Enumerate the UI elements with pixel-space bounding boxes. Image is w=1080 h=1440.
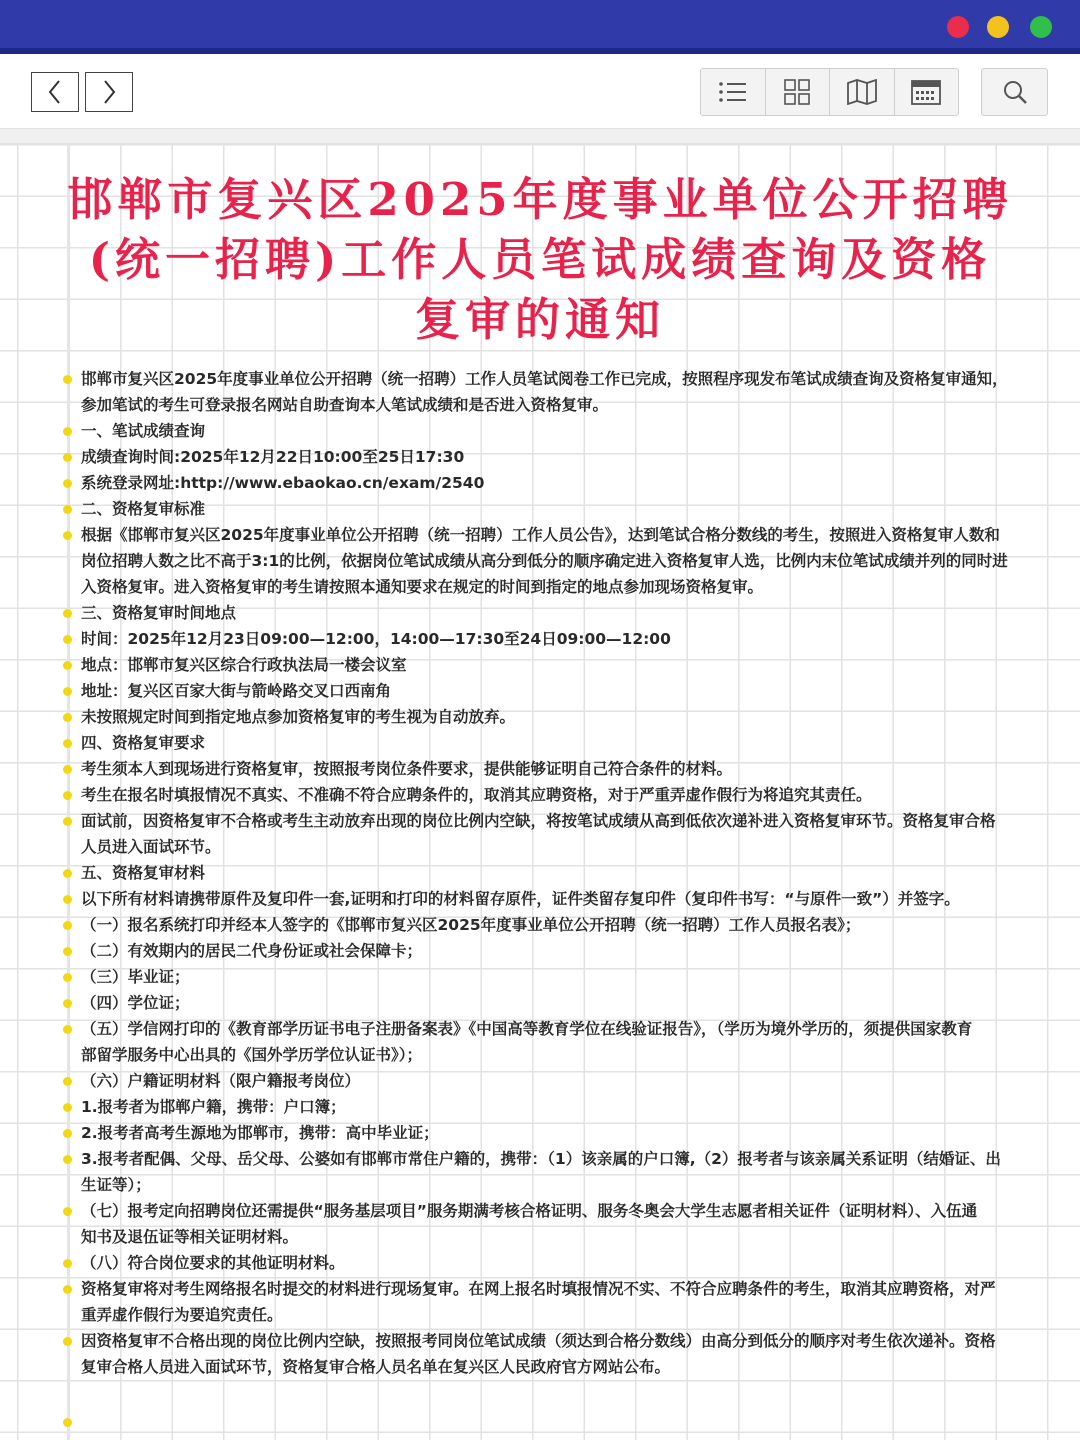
title-line: 邯郸市复兴区2025年度事业单位公开招聘 [67, 173, 1013, 226]
body-line [81, 1042, 1026, 1068]
title-line: 复审的通知 [414, 293, 665, 346]
body-line-text: 三、资格复审时间地点 [81, 604, 237, 622]
minimize-window-icon[interactable] [987, 16, 1009, 38]
body-line-text: 地点：邯郸市复兴区综合行政执法局一楼会议室 [81, 656, 407, 674]
grid-icon [784, 79, 810, 105]
body-line-text: 3.报考者配偶、父母、岳父母、公婆如有邯郸市常住户籍的，携带：（1）该亲属的户口簿,（2）报考者与该亲属关系证明（结婚证、出 [81, 1150, 1001, 1168]
body-line-text: 五、资格复审材料 [81, 864, 206, 882]
list-bullet [63, 921, 72, 930]
body-line [81, 964, 1026, 990]
body-line [81, 860, 1026, 886]
body-line [81, 1224, 1026, 1250]
body-line-text: 未按照规定时间到指定地点参加资格复审的考生视为自动放弃。 [81, 708, 516, 726]
body-line [81, 1120, 1026, 1146]
body-line-text: （四）学位证； [81, 994, 190, 1012]
list-bullet [63, 1155, 72, 1164]
body-line [81, 834, 1026, 860]
body-line-text: 以下所有材料请携带原件及复印件一套,证明和打印的材料留存原件，证件类留存复印件（复印件书写：“与原件一致”）并签字。 [81, 890, 960, 908]
body-line [81, 1146, 1026, 1172]
body-line [81, 392, 1026, 418]
list-bullet [63, 635, 72, 644]
list-bullet [63, 531, 72, 540]
view-mode-group [700, 68, 959, 116]
list-bullet [63, 869, 72, 878]
body-line [81, 1016, 1026, 1042]
body-line [81, 678, 1026, 704]
list-bullet [63, 427, 72, 436]
body-line-text: （三）毕业证； [81, 968, 190, 986]
body-line-text: 成绩查询时间:2025年12月22日10:00至25日17:30 [81, 448, 465, 466]
search-button[interactable] [981, 68, 1048, 116]
list-bullet [63, 505, 72, 514]
document-page [0, 144, 1080, 1440]
list-bullet [63, 1207, 72, 1216]
body-line-text: 重弄虚作假行为要追究责任。 [81, 1306, 283, 1324]
body-line [81, 496, 1026, 522]
body-line-text: 2.报考者高考生源地为邯郸市，携带：高中毕业证； [81, 1124, 439, 1142]
body-line-text: 部留学服务中心出具的《国外学历学位认证书》）； [81, 1046, 423, 1064]
list-bullet [63, 1337, 72, 1346]
body-line [81, 418, 1026, 444]
list-bullet [63, 1103, 72, 1112]
body-line-text: 岗位招聘人数之比不高于3:1的比例，依据岗位笔试成绩从高分到低分的顺序确定进入资格复审人选，比例内末位笔试成绩并列的同时进 [81, 552, 1008, 570]
body-line [81, 1354, 1026, 1380]
forward-button[interactable] [85, 72, 133, 112]
maximize-window-icon[interactable] [1030, 16, 1052, 38]
calendar-icon [911, 79, 941, 105]
body-line-text: 复审合格人员进入面试环节，资格复审合格人员名单在复兴区人民政府官方网站公布。 [81, 1358, 671, 1376]
list-bullet [63, 1418, 72, 1427]
body-line-text: 考生须本人到现场进行资格复审，按照报考岗位条件要求，提供能够证明自己符合条件的材料。 [81, 760, 733, 778]
list-bullet [63, 973, 72, 982]
body-line [81, 990, 1026, 1016]
body-line-text: 入资格复审。进入资格复审的考生请按照本通知要求在规定的时间到指定的地点参加现场资格复审。 [81, 578, 764, 596]
list-bullet [63, 947, 72, 956]
chevron-right-icon [99, 78, 119, 106]
body-line-text: 1.报考者为邯郸户籍，携带：户口簿； [81, 1098, 346, 1116]
map-icon [847, 79, 877, 105]
body-line [81, 730, 1026, 756]
list-bullet [63, 479, 72, 488]
body-line [81, 600, 1026, 626]
body-line [81, 366, 1026, 392]
toolbar [0, 54, 1080, 128]
body-line-text: 考生在报名时填报情况不真实、不准确不符合应聘条件的，取消其应聘资格，对于严重弄虚作假行为将追究其责任。 [81, 786, 872, 804]
body-line-text: （二）有效期内的居民二代身份证或社会保障卡； [81, 942, 423, 960]
body-line [81, 1172, 1026, 1198]
body-line [81, 938, 1026, 964]
grid-view-button[interactable] [766, 69, 831, 115]
body-line [81, 1302, 1026, 1328]
chevron-left-icon [45, 78, 65, 106]
body-line-text: 资格复审将对考生网络报名时提交的材料进行现场复审。在网上报名时填报情况不实、不符合应聘条件的考生，取消其应聘资格，对严 [81, 1280, 996, 1298]
body-line-text: （六）户籍证明材料（限户籍报考岗位） [81, 1072, 361, 1090]
list-bullet [63, 1259, 72, 1268]
body-line-text: 因资格复审不合格出现的岗位比例内空缺，按照报考同岗位笔试成绩（须达到合格分数线）由高分到低分的顺序对考生依次递补。资格 [81, 1332, 996, 1350]
map-view-button[interactable] [830, 69, 895, 115]
body-line-text: 系统登录网址:http://www.ebaokao.cn/exam/2540 [81, 474, 485, 492]
list-bullet [63, 739, 72, 748]
body-line-text: 四、资格复审要求 [81, 734, 206, 752]
list-bullet [63, 895, 72, 904]
list-bullet [63, 713, 72, 722]
list-bullet [63, 661, 72, 670]
body-line [81, 652, 1026, 678]
body-line [81, 1276, 1026, 1302]
body-line-text: 时间：2025年12月23日09:00—12:00，14:00—17:30至24日09:00—12:00 [81, 630, 671, 648]
list-icon [718, 80, 748, 104]
window-title-bar [0, 0, 1080, 52]
body-line [81, 470, 1026, 496]
body-line-text: 一、笔试成绩查询 [81, 422, 206, 440]
page-ruler [0, 128, 1080, 144]
body-line-text: （八）符合岗位要求的其他证明材料。 [81, 1254, 345, 1272]
body-line [81, 522, 1026, 548]
body-line-text: 人员进入面试环节。 [81, 838, 221, 856]
body-line-text: 二、资格复审标准 [81, 500, 206, 518]
body-line [81, 1250, 1026, 1276]
page-title [60, 170, 1020, 350]
calendar-view-button[interactable] [895, 69, 959, 115]
body-line [81, 704, 1026, 730]
body-line-text: 生证等）； [81, 1176, 151, 1194]
list-bullet [63, 1025, 72, 1034]
close-window-icon[interactable] [947, 16, 969, 38]
body-line [81, 444, 1026, 470]
body-line [81, 574, 1026, 600]
list-bullet [63, 1285, 72, 1294]
list-bullet [63, 765, 72, 774]
list-bullet [63, 453, 72, 462]
body-line [81, 548, 1026, 574]
body-line-text: （七）报考定向招聘岗位还需提供“服务基层项目”服务期满考核合格证明、服务冬奥会大学生志愿者相关证件（证明材料）、入伍通 [81, 1202, 978, 1220]
body-line [81, 1094, 1026, 1120]
body-line [81, 1198, 1026, 1224]
body-line-text: 参加笔试的考生可登录报名网站自助查询本人笔试成绩和是否进入资格复审。 [81, 396, 609, 414]
body-line-text: 面试前，因资格复审不合格或考生主动放弃出现的岗位比例内空缺，将按笔试成绩从高到低依次递补进入资格复审环节。资格复审合格 [81, 812, 996, 830]
list-bullet [63, 609, 72, 618]
body-line [81, 808, 1026, 834]
list-bullet [63, 687, 72, 696]
body-line [81, 886, 1026, 912]
back-button[interactable] [31, 72, 79, 112]
body-line [81, 756, 1026, 782]
list-bullet [63, 1129, 72, 1138]
list-bullet [63, 1077, 72, 1086]
body-line [81, 1328, 1026, 1354]
list-bullet [63, 817, 72, 826]
body-line [81, 912, 1026, 938]
list-bullet [63, 375, 72, 384]
body-line-text: 地址：复兴区百家大街与箭岭路交叉口西南角 [81, 682, 392, 700]
body-line [81, 782, 1026, 808]
body-line-text: 知书及退伍证等相关证明材料。 [81, 1228, 299, 1246]
list-bullet [63, 791, 72, 800]
body-line-text: （五）学信网打印的《教育部学历证书电子注册备案表》《中国高等教育学位在线验证报告》，（学历为境外学历的，须提供国家教育 [81, 1020, 973, 1038]
search-icon [1002, 79, 1028, 105]
list-bullet [63, 999, 72, 1008]
body-line [81, 1068, 1026, 1094]
body-line-text: 邯郸市复兴区2025年度事业单位公开招聘（统一招聘）工作人员笔试阅卷工作已完成，按照程序现发布笔试成绩查询及资格复审通知， [81, 370, 1008, 388]
notice-body [81, 366, 1026, 1380]
list-view-button[interactable] [701, 69, 766, 115]
title-line: (统一招聘)工作人员笔试成绩查询及资格 [88, 233, 992, 286]
body-line-text: （一）报名系统打印并经本人签字的《邯郸市复兴区2025年度事业单位公开招聘（统一招聘）工作人员报名表》； [81, 916, 861, 934]
body-line [81, 626, 1026, 652]
body-line-text: 根据《邯郸市复兴区2025年度事业单位公开招聘（统一招聘）工作人员公告》，达到笔试合格分数线的考生，按照进入资格复审人数和 [81, 526, 1000, 544]
